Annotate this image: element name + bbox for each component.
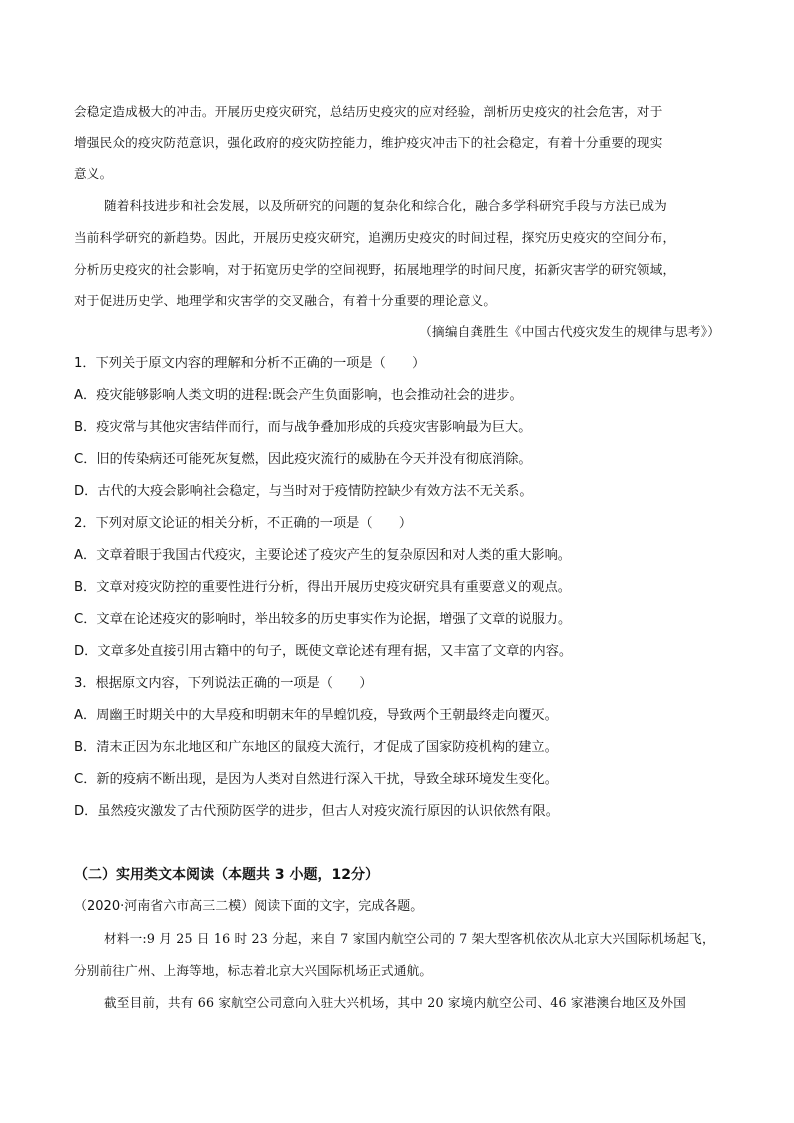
article-line: 分析历史疫灾的社会影响，对于拓宽历史学的空间视野，拓展地理学的时间尺度，拓新灾害学的研究领域， — [74, 262, 676, 277]
question-option: C．旧的传染病还可能死灰复燃，因此疫灾流行的威胁在今天并没有彻底消除。 — [74, 452, 532, 467]
article-line: 材料一:9 月 25 日 16 时 23 分起，来自 7 家国内航空公司的 7 架大型客机依次从北京大兴国际机场起飞， — [104, 931, 715, 946]
question-option: B．文章对疫灾防控的重要性进行分析，得出开展历史疫灾研究具有重要意义的观点。 — [74, 580, 571, 595]
question-option: D．古代的大疫会影响社会稳定，与当时对于疫情防控缺少有效方法不无关系。 — [74, 484, 533, 499]
article-source: （摘编自龚胜生《中国古代疫灾发生的规律与思考》） — [419, 324, 720, 339]
section-source: （2020·河南省六市高三二模）阅读下面的文字，完成各题。 — [74, 899, 424, 914]
question-option: B．清末正因为东北地区和广东地区的鼠疫大流行，才促成了国家防疫机构的建立。 — [74, 740, 558, 755]
article-line: 随着科技进步和社会发展，以及所研究的问题的复杂化和综合化，融合多学科研究手段与方法已成为 — [104, 198, 667, 213]
question-stem: 2．下列对原文论证的相关分析，不正确的一项是（ ） — [74, 516, 413, 531]
article-line: 截至目前，共有 66 家航空公司意向入驻大兴机场，其中 20 家境内航空公司、46 家港澳台地区及外国 — [104, 995, 687, 1010]
question-option: A．文章着眼于我国古代疫灾，主要论述了疫灾产生的复杂原因和对人类的重大影响。 — [74, 548, 571, 563]
question-option: C．文章在论述疫灾的影响时，举出较多的历史事实作为论据，增强了文章的说服力。 — [74, 612, 572, 627]
article-line: 增强民众的疫灾防范意识，强化政府的疫灾防控能力，维护疫灾冲击下的社会稳定，有着十分重要的现实 — [74, 135, 663, 150]
article-line: 当前科学研究的新趋势。因此，开展历史疫灾研究，追溯历史疫灾的时间过程，探究历史疫灾的空间分布， — [74, 230, 676, 245]
question-option: A．疫灾能够影响人类文明的进程:既会产生负面影响，也会推动社会的进步。 — [74, 388, 523, 403]
question-stem: 1．下列关于原文内容的理解和分析不正确的一项是（ ） — [74, 356, 426, 371]
question-option: C．新的疫病不断出现，是因为人类对自然进行深入干扰，导致全球环境发生变化。 — [74, 772, 558, 787]
question-option: D．虽然疫灾激发了古代预防医学的进步，但古人对疫灾流行原因的认识依然有限。 — [74, 804, 559, 819]
article-line: 对于促进历史学、地理学和灾害学的交叉融合，有着十分重要的理论意义。 — [74, 293, 497, 308]
article-line: 意义。 — [74, 166, 113, 181]
article-line: 会稳定造成极大的冲击。开展历史疫灾研究，总结历史疫灾的应对经验，剖析历史疫灾的社会危害，对于 — [74, 104, 663, 119]
question-option: D．文章多处直接引用古籍中的句子，既使文章论述有理有据，又丰富了文章的内容。 — [74, 644, 573, 659]
question-stem: 3．根据原文内容，下列说法正确的一项是（ ） — [74, 676, 373, 691]
question-option: A．周幽王时期关中的大旱疫和明朝末年的旱蝗饥疫，导致两个王朝最终走向覆灭。 — [74, 708, 558, 723]
section-heading: （二）实用类文本阅读（本题共 3 小题，12分） — [74, 867, 379, 883]
article-line: 分别前往广州、上海等地，标志着北京大兴国际机场正式通航。 — [74, 963, 433, 978]
question-option: B．疫灾常与其他灾害结伴而行，而与战争叠加形成的兵疫灾害影响最为巨大。 — [74, 420, 532, 435]
